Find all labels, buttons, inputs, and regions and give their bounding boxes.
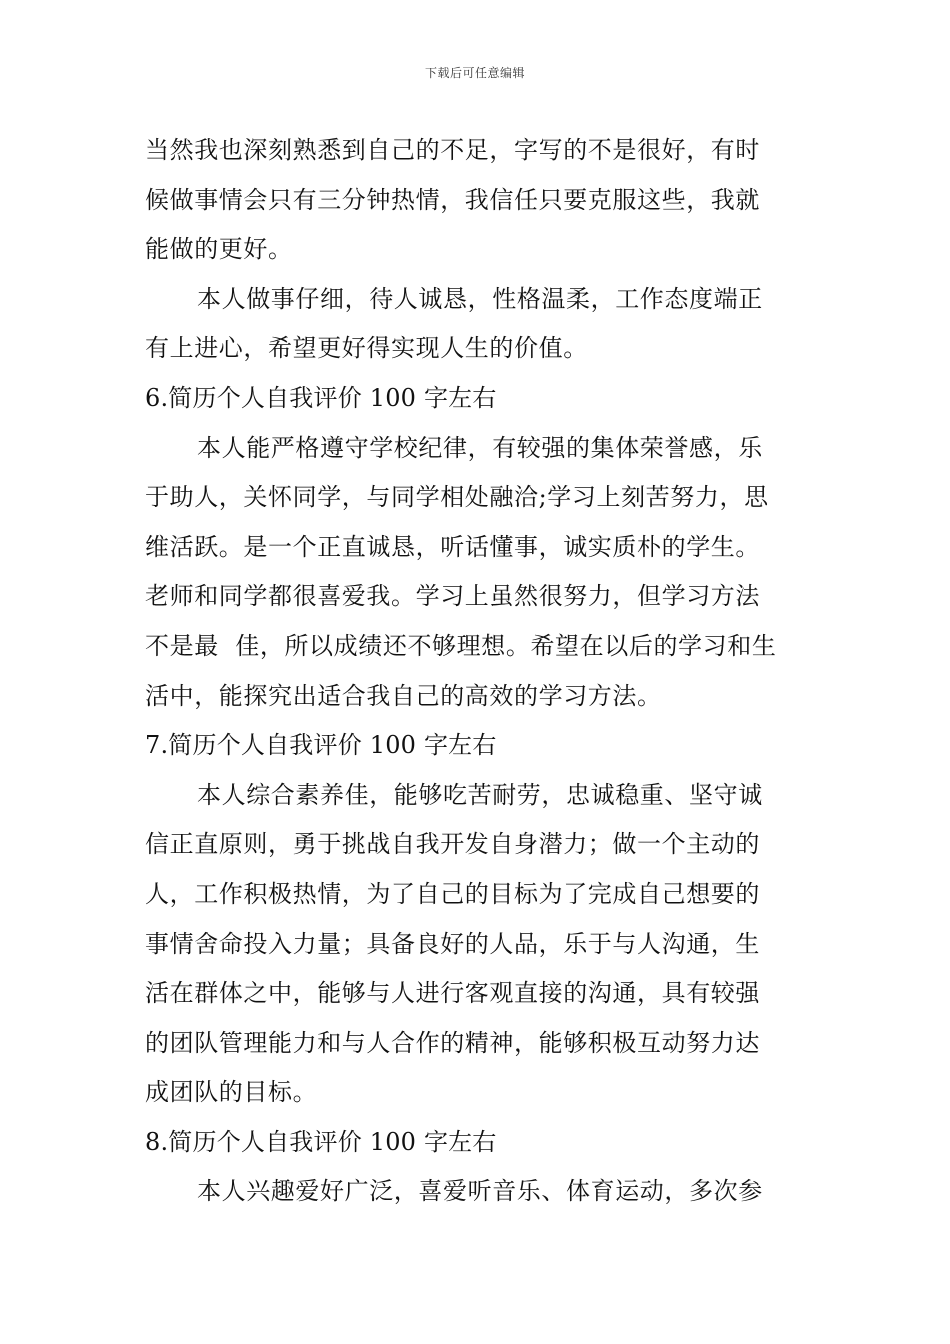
section-heading-7: 7.简历个人自我评价 100 字左右 — [145, 731, 497, 760]
page-header: 下载后可任意编辑 — [424, 66, 525, 80]
text-line: 于助人，关怀同学，与同学相处融洽;学习上刻苦努力，思 — [145, 483, 769, 512]
document-body — [145, 126, 807, 1217]
paragraph-start-line: 本人做事仔细，待人诚恳，性格温柔，工作态度端正 — [197, 284, 763, 313]
text-line: 当然我也深刻熟悉到自己的不足，字写的不是很好，有时 — [145, 136, 760, 164]
text-line: 不是最 佳，所以成绩还不够理想。希望在以后的学习和生 — [145, 631, 777, 660]
text-line: 活中，能探究出适合我自己的高效的学习方法。 — [145, 681, 662, 710]
paragraph-start-line: 本人能严格遵守学校纪律，有较强的集体荣誉感，乐 — [197, 433, 763, 462]
text-line: 信正直原则，勇于挑战自我开发自身潜力；做一个主动的 — [145, 830, 760, 859]
text-line: 的团队管理能力和与人合作的精神，能够积极互动努力达 — [145, 1028, 760, 1057]
text-line: 活在群体之中，能够与人进行客观直接的沟通，具有较强 — [145, 979, 760, 1008]
text-line: 事情舍命投入力量；具备良好的人品，乐于与人沟通，生 — [145, 929, 760, 958]
text-line: 有上进心，希望更好得实现人生的价值。 — [145, 334, 588, 363]
text-line: 候做事情会只有三分钟热情，我信任只要克服这些，我就 — [145, 185, 760, 214]
text-line: 成团队的目标。 — [145, 1078, 318, 1107]
paragraph-start-line: 本人兴趣爱好广泛，喜爱听音乐、体育运动，多次参 — [197, 1177, 763, 1206]
section-heading-6: 6.简历个人自我评价 100 字左右 — [145, 383, 497, 412]
section-heading-8: 8.简历个人自我评价 100 字左右 — [145, 1127, 497, 1156]
text-line: 维活跃。是一个正直诚恳，听话懂事，诚实质朴的学生。 — [145, 532, 760, 561]
text-line: 能做的更好。 — [145, 235, 293, 264]
text-line: 老师和同学都很喜爱我。学习上虽然很努力，但学习方法 — [145, 582, 760, 611]
paragraph-start-line: 本人综合素养佳，能够吃苦耐劳，忠诚稳重、坚守诚 — [197, 780, 763, 809]
text-line: 人，工作积极热情，为了自己的目标为了完成自己想要的 — [145, 879, 760, 908]
